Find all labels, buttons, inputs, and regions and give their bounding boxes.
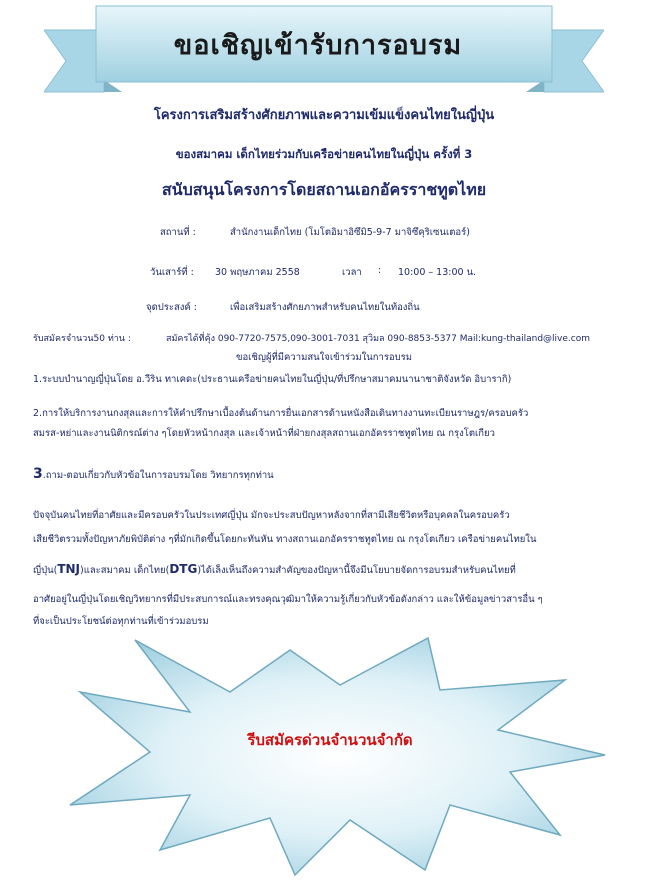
starburst-shape — [40, 630, 620, 880]
agenda-item-2-line-2: สมรส-หย่าและงานนิติกรณ์ต่าง ๆโดยหัวหน้ากงสุล และเจ้าหน้าที่ฝ่ายกงสุลสถานเอกอัครราชทูตไทย ณ กรุงโตเกียว — [33, 428, 495, 439]
agenda-item-3 — [33, 466, 274, 483]
time-label: เวลา — [342, 267, 362, 278]
project-line: โครงการเสริมสร้างศักยภาพและความเข้มแข็งคนไทยในญี่ปุ่น — [153, 108, 495, 123]
support-line: สนับสนุนโครงการโดยสถานเอกอัครราชทูตไทย — [161, 180, 487, 199]
date-value: 30 พฤษภาคม 2558 — [215, 267, 300, 278]
agenda-item-3-text: .ถาม-ตอบเกี่ยวกับหัวข้อในการอบรมโดย วิทยากรทุกท่าน — [42, 470, 274, 481]
date-label: วันเสาร์ที่ : — [150, 267, 194, 278]
urgent-registration-text: รีบสมัครด่วนจำนวนจำกัด — [247, 731, 413, 749]
paragraph-line-3 — [33, 562, 516, 578]
paragraph-line-2: เสียชีวิตรวมทั้งปัญหาภัยพิบัติต่าง ๆที่มักเกิดขึ้นโดยกะทันหัน ทางสถานเอกอัครราชทูตไทย ณ กรุงโตเกียว เครือข่ายคนไทยใน — [33, 534, 537, 545]
time-value: 10:00 – 13:00 น. — [398, 267, 477, 278]
dtg-abbreviation: DTG — [169, 562, 198, 576]
paragraph-line-3-part-a: ญี่ปุ่น( — [33, 565, 58, 576]
purpose-label: จุดประสงค์ : — [146, 302, 197, 313]
paragraph-line-4: อาศัยอยู่ในญี่ปุ่นโดยเชิญวิทยากรที่มีประสบการณ์และทรงคุณวุฒิมาให้ความรู้เกี่ยวกับหัวข้อดังกล่าว และให้ข้อมูลข่าวสารอื่น ๆ — [33, 594, 543, 605]
registration-value: สมัครได้ที่คุ้ง 090-7720-7575,090-3001-7031 สุวิมล 090-8853-5377 Mail:kung-thailand@live.com — [166, 334, 590, 344]
paragraph-line-1: ปัจจุบันคนไทยที่อาศัยและมีครอบครัวในประเทศญี่ปุ่น มักจะประสบปัญหาหลังจากที่สามีเสียชีวิตหรือบุคคลในครอบครัว — [33, 510, 510, 521]
time-separator: : — [378, 265, 382, 276]
agenda-item-1: 1.ระบบบำนาญญี่ปุ่นโดย อ.วีริน ทาเคดะ(ประธานเครือข่ายคนไทยในญี่ปุ่น/ที่ปรึกษาสมาคมนานาชาติจังหวัด อิบารากิ) — [33, 374, 512, 385]
paragraph-line-3-part-e: )ได้เล็งเห็นถึงความสำคัญของปัญหานี้จึงมีนโยบายจัดการอบรมสำหรับคนไทยที่ — [197, 565, 516, 576]
invite-line: ขอเชิญผู้ที่มีความสนใจเข้าร่วมในการอบรม — [235, 352, 413, 363]
paragraph-line-5: ที่จะเป็นประโยชน์ต่อทุกท่านที่เข้าร่วมอบรม — [33, 616, 209, 627]
agenda-item-2-line-1: 2.การให้บริการงานกงสุลและการให้คำปรึกษาเบื้องต้นด้านการยื่นเอกสารด้านหนังสือเดินทางงานทะเบียนราษฎร/ครอบครัว — [33, 408, 529, 419]
association-line: ของสมาคม เด็กไทยร่วมกับเครือข่ายคนไทยในญี่ปุ่น ครั้งที่ 3 — [175, 147, 473, 161]
paragraph-line-3-part-c: )และสมาคม เด็กไทย( — [80, 565, 170, 576]
registration-label: รับสมัครจำนวน50 ท่าน : — [33, 334, 131, 344]
venue-value: สำนักงานเด็กไทย (โมโตอิมาอิซึมิ5-9-7 มาจิซึคุริเซนเตอร์) — [230, 227, 470, 238]
purpose-value: เพื่อเสริมสร้างศักยภาพสำหรับคนไทยในท้องถิ่น — [230, 302, 420, 313]
banner-title: ขอเชิญเข้ารับการอบรม — [173, 29, 463, 61]
venue-label: สถานที่ : — [160, 227, 196, 238]
agenda-item-3-number: 3 — [33, 466, 43, 482]
tnj-abbreviation: TNJ — [57, 562, 81, 576]
